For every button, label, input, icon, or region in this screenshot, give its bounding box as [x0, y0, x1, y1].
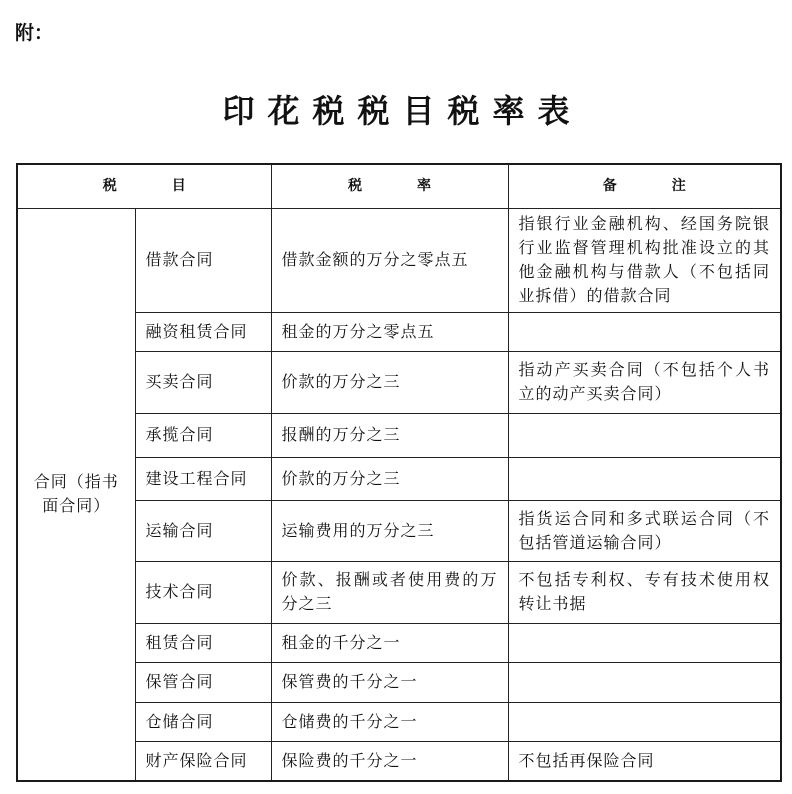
tax-item-cell: 买卖合同 — [135, 351, 271, 413]
tax-item-cell: 承揽合同 — [135, 413, 271, 457]
header-remarks: 备 注 — [508, 164, 781, 208]
tax-rate-cell: 租金的万分之零点五 — [271, 312, 508, 351]
remarks-cell — [508, 312, 781, 351]
tax-item-cell: 保管合同 — [135, 662, 271, 702]
remarks-cell: 不包括专利权、专有技术使用权转让书据 — [508, 561, 781, 623]
tax-rate-cell: 运输费用的万分之三 — [271, 500, 508, 561]
tax-rate-cell: 价款的万分之三 — [271, 457, 508, 500]
remarks-cell — [508, 413, 781, 457]
category-cell: 合同（指书面合同） — [17, 208, 135, 781]
attachment-label: 附： — [15, 22, 54, 44]
remarks-cell — [508, 702, 781, 741]
header-tax-rate: 税 率 — [271, 164, 508, 208]
remarks-cell — [508, 457, 781, 500]
tax-rate-cell: 保管费的千分之一 — [271, 662, 508, 702]
tax-rate-cell: 报酬的万分之三 — [271, 413, 508, 457]
remarks-cell: 指动产买卖合同（不包括个人书立的动产买卖合同） — [508, 351, 781, 413]
tax-item-cell: 建设工程合同 — [135, 457, 271, 500]
tax-item-cell: 融资租赁合同 — [135, 312, 271, 351]
tax-item-cell: 财产保险合同 — [135, 741, 271, 781]
tax-rate-cell: 保险费的千分之一 — [271, 741, 508, 781]
remarks-cell — [508, 662, 781, 702]
remarks-cell: 指银行业金融机构、经国务院银行业监督管理机构批准设立的其他金融机构与借款人（不包括同业拆借）的借款合同 — [508, 208, 781, 312]
tax-rate-cell: 租金的千分之一 — [271, 623, 508, 662]
tax-rate-cell: 价款的万分之三 — [271, 351, 508, 413]
page-title: 印花税税目税率表 — [222, 92, 583, 130]
remarks-cell: 指货运合同和多式联运合同（不包括管道运输合同） — [508, 500, 781, 561]
tax-item-cell: 借款合同 — [135, 208, 271, 312]
remarks-cell: 不包括再保险合同 — [508, 741, 781, 781]
tax-rate-cell: 价款、报酬或者使用费的万分之三 — [271, 561, 508, 623]
tax-rate-table — [16, 163, 782, 782]
remarks-cell — [508, 623, 781, 662]
tax-item-cell: 租赁合同 — [135, 623, 271, 662]
tax-item-cell: 技术合同 — [135, 561, 271, 623]
tax-rate-cell: 借款金额的万分之零点五 — [271, 208, 508, 312]
tax-rate-cell: 仓储费的千分之一 — [271, 702, 508, 741]
table-row — [17, 208, 781, 312]
header-tax-item: 税 目 — [17, 164, 271, 208]
tax-item-cell: 运输合同 — [135, 500, 271, 561]
table-header-row — [17, 164, 781, 208]
tax-item-cell: 仓储合同 — [135, 702, 271, 741]
